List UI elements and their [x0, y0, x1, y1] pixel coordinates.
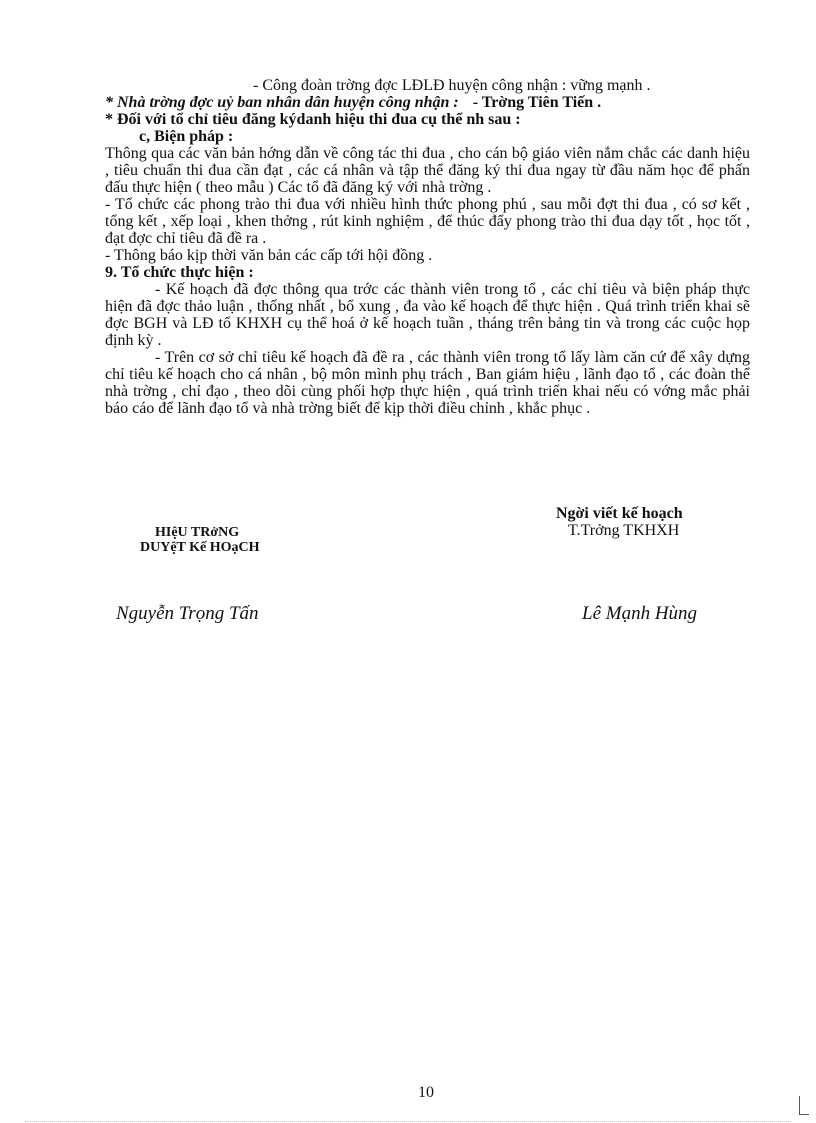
planner-subtitle: T.Trởng TKHXH: [568, 522, 680, 539]
union-recognition-line: - Công đoàn trờng đợc LĐLĐ huyện công nhận : vững mạnh .: [253, 77, 651, 94]
measures-paragraph-2: - Tổ chức các phong trào thi đua với nhiều hình thức phong phú , sau mỗi đợt thi đua , có sơ kết , tổng kết , xếp loại , khen thởng , rút kinh nghiệm , để thúc đẩy phong trào thi đua dạy tốt , học tốt , đạt đợc chỉ tiêu đã đề ra .: [105, 196, 750, 247]
measures-heading: c, Biện pháp :: [139, 128, 234, 145]
measures-paragraph-3: - Thông báo kịp thời văn bản các cấp tới hội đồng .: [105, 247, 433, 264]
principal-title: HIệU TRởNG: [155, 525, 240, 540]
planner-name: Lê Mạnh Hùng: [582, 603, 698, 624]
planner-title: Ngời viết kế hoạch: [556, 505, 683, 522]
page-corner-mark: [799, 1096, 809, 1115]
school-recognition-line: [105, 94, 750, 111]
measures-paragraph-1: Thông qua các văn bản hớng dẫn về công tác thi đua , cho cán bộ giáo viên nắm chắc các danh hiệu , tiêu chuẩn thi đua cần đạt , các cá nhân và tập thể đăng ký thi đua ngay từ đầu năm học để phấn đấu thực hiện ( theo mẫu ) Các tổ đã đăng ký với nhà trờng .: [105, 145, 750, 196]
document-body: [105, 77, 750, 417]
planner-signature-block: [556, 505, 756, 539]
team-targets-heading: * Đối với tổ chỉ tiêu đăng kýdanh hiệu thi đua cụ thể nh sau :: [105, 111, 521, 128]
principal-approval-label: DUYệT Kế HOạCH: [140, 540, 260, 555]
school-recognition-label: * Nhà trờng đợc uỷ ban nhân dân huyện công nhận :: [105, 94, 459, 111]
implementation-paragraph-1: - Kế hoạch đã đợc thông qua trớc các thành viên trong tổ , các chỉ tiêu và biện pháp thực hiện đã đợc thảo luận , thống nhất , bổ xung , đa vào kế hoạch để thực hiện . Quá trình triển khai sẽ đợc BGH và LĐ tổ KHXH cụ thể hoá ở kế hoạch tuần , tháng trên bảng tin và trong các cuộc họp định kỳ .: [105, 281, 750, 349]
principal-name: Nguyễn Trọng Tấn: [116, 603, 259, 624]
school-recognition-value: - Trờng Tiên Tiến .: [472, 94, 602, 111]
page-number: 10: [418, 1084, 434, 1101]
page-bottom-divider: [25, 1121, 791, 1122]
principal-signature-block: [140, 525, 360, 555]
implementation-paragraph-2: - Trên cơ sở chỉ tiêu kế hoạch đã đề ra , các thành viên trong tổ lấy làm căn cứ để xây dựng chỉ tiêu kế hoạch cho cá nhân , bộ môn mình phụ trách , Ban giám hiệu , lãnh đạo tổ , các đoàn thể nhà trờng , chỉ đạo , theo dõi cùng phối hợp thực hiện , quá trình triển khai nếu có vớng mắc phải báo cáo để lãnh đạo tổ và nhà trờng biết để kịp thời điều chỉnh , khắc phục .: [105, 349, 750, 417]
implementation-heading: 9. Tổ chức thực hiện :: [105, 264, 254, 281]
